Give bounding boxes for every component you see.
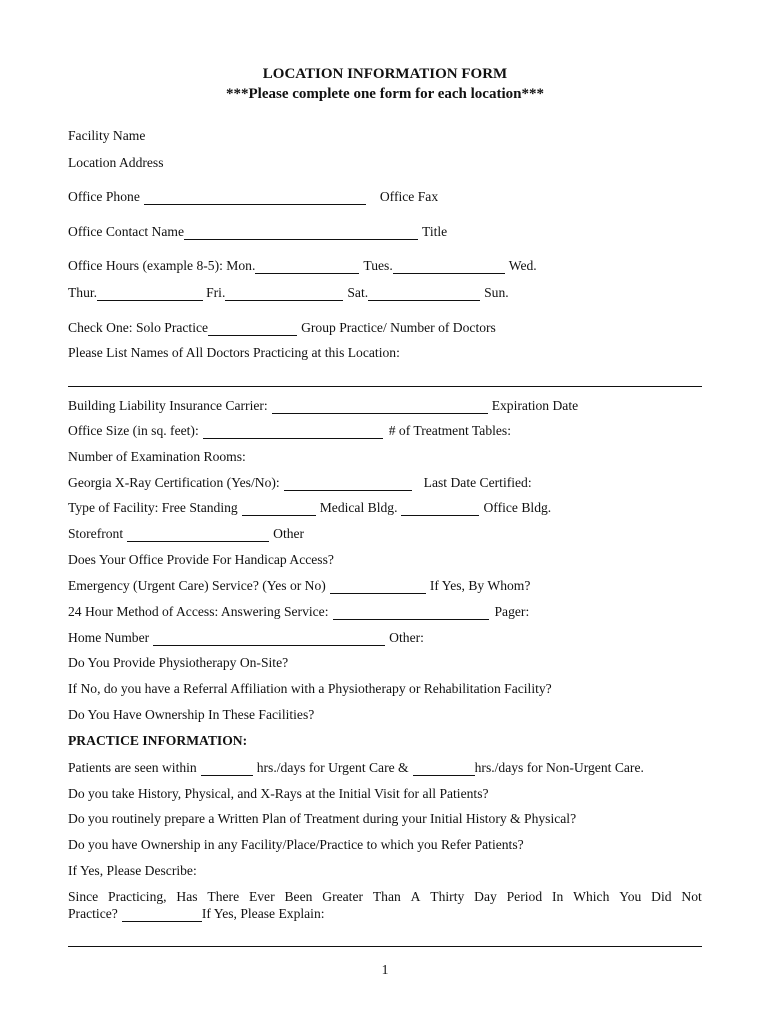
other-label: Other bbox=[273, 526, 305, 541]
thur-label: Thur. bbox=[68, 285, 98, 300]
ownership-row bbox=[68, 707, 694, 723]
expiration-date-label: Expiration Date bbox=[491, 398, 579, 413]
fri-label: Fri. bbox=[206, 285, 226, 300]
list-doctors-row bbox=[68, 345, 698, 361]
office-size-label: Office Size (in sq. feet): bbox=[68, 423, 199, 438]
home-number-row bbox=[68, 630, 700, 646]
hour24-label: 24 Hour Method of Access: Answering Service: bbox=[68, 604, 329, 619]
office-size-row bbox=[68, 423, 696, 439]
since-practicing-word: Than bbox=[372, 889, 401, 904]
office-hours-row-2 bbox=[68, 285, 644, 301]
if-yes-by-whom-label: If Yes, By Whom? bbox=[429, 578, 531, 593]
tues-hours-field[interactable] bbox=[393, 262, 505, 274]
medical-bldg-field[interactable] bbox=[401, 504, 479, 516]
mon-hours-field[interactable] bbox=[255, 262, 359, 274]
location-address-label: Location Address bbox=[68, 155, 164, 170]
since-practicing-word: You bbox=[619, 889, 642, 904]
since-practicing-word: Been bbox=[284, 889, 313, 904]
treatment-tables-label: # of Treatment Tables: bbox=[388, 423, 511, 438]
non-urgent-care-field[interactable] bbox=[413, 764, 475, 776]
form-title: LOCATION INFORMATION FORM bbox=[262, 66, 508, 82]
since-practicing-word: Greater bbox=[322, 889, 363, 904]
practice-type-row bbox=[68, 320, 700, 336]
sun-label: Sun. bbox=[484, 285, 509, 300]
history-physical-row bbox=[68, 786, 700, 802]
group-practice-label: Group Practice/ Number of Doctors bbox=[301, 320, 496, 335]
form-subtitle: ***Please complete one form for each location*** bbox=[226, 86, 544, 102]
hrs-nonurgent-label: hrs./days for Non-Urgent Care. bbox=[474, 760, 644, 775]
sat-label: Sat. bbox=[347, 285, 369, 300]
office-contact-field[interactable] bbox=[184, 228, 418, 240]
practice-info-heading bbox=[68, 733, 700, 749]
office-contact-label: Office Contact Name bbox=[68, 224, 185, 239]
check-one-label: Check One: Solo Practice bbox=[68, 320, 209, 335]
since-practicing-word: Since bbox=[68, 889, 99, 904]
emergency-field[interactable] bbox=[330, 582, 426, 594]
page-number: 1 bbox=[381, 962, 389, 977]
title-label: Title bbox=[422, 224, 448, 239]
since-practicing-word: Period bbox=[506, 889, 543, 904]
solo-practice-field[interactable] bbox=[208, 324, 297, 336]
free-standing-field[interactable] bbox=[242, 504, 316, 516]
urgent-care-field[interactable] bbox=[201, 764, 253, 776]
practice-explain-row bbox=[68, 906, 700, 922]
liability-carrier-field[interactable] bbox=[272, 402, 488, 414]
last-date-certified-label: Last Date Certified: bbox=[423, 475, 532, 490]
patients-seen-row bbox=[68, 760, 700, 776]
liability-carrier-label: Building Liability Insurance Carrier: bbox=[68, 398, 268, 413]
handicap-label: Does Your Office Provide For Handicap Access? bbox=[68, 552, 334, 567]
office-phone-row bbox=[68, 189, 700, 205]
ownership-refer-row bbox=[68, 837, 700, 853]
list-doctors-label: Please List Names of All Doctors Practicing at this Location: bbox=[68, 345, 400, 360]
home-number-field[interactable] bbox=[153, 634, 385, 646]
since-practicing-word: Which bbox=[573, 889, 610, 904]
exam-rooms-label: Number of Examination Rooms: bbox=[68, 449, 246, 464]
practice-q-label: Practice? bbox=[68, 906, 118, 921]
storefront-label: Storefront bbox=[68, 526, 124, 541]
wed-label: Wed. bbox=[508, 258, 537, 273]
emergency-row bbox=[68, 578, 690, 594]
since-practicing-word: Not bbox=[681, 889, 702, 904]
xray-cert-field[interactable] bbox=[284, 479, 412, 491]
since-practicing-word: Did bbox=[651, 889, 672, 904]
history-physical-label: Do you take History, Physical, and X-Rays at the Initial Visit for all Patients? bbox=[68, 786, 489, 801]
office-bldg-label: Office Bldg. bbox=[483, 500, 552, 515]
physio-label: Do You Provide Physiotherapy On-Site? bbox=[68, 655, 289, 670]
type-facility-label: Type of Facility: Free Standing bbox=[68, 500, 238, 515]
emergency-label: Emergency (Urgent Care) Service? (Yes or No) bbox=[68, 578, 326, 593]
xray-cert-label: Georgia X-Ray Certification (Yes/No): bbox=[68, 475, 280, 490]
liability-row bbox=[68, 398, 694, 414]
xray-row bbox=[68, 475, 700, 491]
since-practicing-word: Thirty bbox=[430, 889, 465, 904]
office-fax-label: Office Fax bbox=[379, 189, 439, 204]
since-practicing-word: Practicing, bbox=[108, 889, 167, 904]
handicap-row bbox=[68, 552, 696, 568]
please-describe-row bbox=[68, 863, 700, 879]
since-practicing-word: There bbox=[207, 889, 240, 904]
office-phone-field[interactable] bbox=[144, 193, 366, 205]
thur-hours-field[interactable] bbox=[97, 289, 203, 301]
medical-bldg-label: Medical Bldg. bbox=[319, 500, 398, 515]
location-address-row bbox=[68, 155, 700, 171]
physio-row bbox=[68, 655, 696, 671]
sat-hours-field[interactable] bbox=[368, 289, 480, 301]
practice-info-heading-text: PRACTICE INFORMATION: bbox=[68, 733, 248, 748]
fri-hours-field[interactable] bbox=[225, 289, 343, 301]
since-practicing-line bbox=[68, 889, 702, 905]
patients-within-label: Patients are seen within bbox=[68, 760, 197, 775]
practice-q-field[interactable] bbox=[122, 910, 202, 922]
explain-continuation-line[interactable] bbox=[68, 946, 702, 947]
office-hours-label: Office Hours (example 8-5): Mon. bbox=[68, 258, 256, 273]
facility-type-row bbox=[68, 500, 687, 516]
ownership-label: Do You Have Ownership In These Facilities? bbox=[68, 707, 315, 722]
ownership-refer-label: Do you have Ownership in any Facility/Place/Practice to which you Refer Patients? bbox=[68, 837, 524, 852]
since-practicing-word: In bbox=[551, 889, 564, 904]
since-practicing-word: Day bbox=[474, 889, 497, 904]
referral-label: If No, do you have a Referral Affiliation with a Physiotherapy or Rehabilitation Facility? bbox=[68, 681, 552, 696]
exam-rooms-row bbox=[68, 449, 397, 465]
pager-label: Pager: bbox=[494, 604, 530, 619]
office-hours-row bbox=[68, 258, 682, 274]
referral-row bbox=[68, 681, 700, 697]
written-plan-label: Do you routinely prepare a Written Plan of Treatment during your Initial History & Physical? bbox=[68, 811, 577, 826]
tues-label: Tues. bbox=[363, 258, 393, 273]
office-phone-label: Office Phone bbox=[68, 189, 140, 204]
since-practicing-word: A bbox=[410, 889, 421, 904]
other2-label: Other: bbox=[389, 630, 424, 645]
since-practicing-word: Has bbox=[176, 889, 198, 904]
if-yes-explain-label: If Yes, Please Explain: bbox=[201, 906, 325, 921]
storefront-field[interactable] bbox=[127, 530, 269, 542]
facility-name-label: Facility Name bbox=[68, 128, 146, 143]
since-practicing-word: Ever bbox=[248, 889, 275, 904]
office-size-field[interactable] bbox=[203, 427, 383, 439]
office-contact-row bbox=[68, 224, 700, 240]
list-doctors-continuation-line[interactable] bbox=[68, 386, 702, 387]
home-number-label: Home Number bbox=[68, 630, 150, 645]
hrs-urgent-label: hrs./days for Urgent Care & bbox=[256, 760, 409, 775]
answering-service-field[interactable] bbox=[333, 608, 489, 620]
storefront-row bbox=[68, 526, 700, 542]
please-describe-label: If Yes, Please Describe: bbox=[68, 863, 197, 878]
written-plan-row bbox=[68, 811, 684, 827]
access-row bbox=[68, 604, 700, 620]
facility-name-row bbox=[68, 128, 700, 144]
